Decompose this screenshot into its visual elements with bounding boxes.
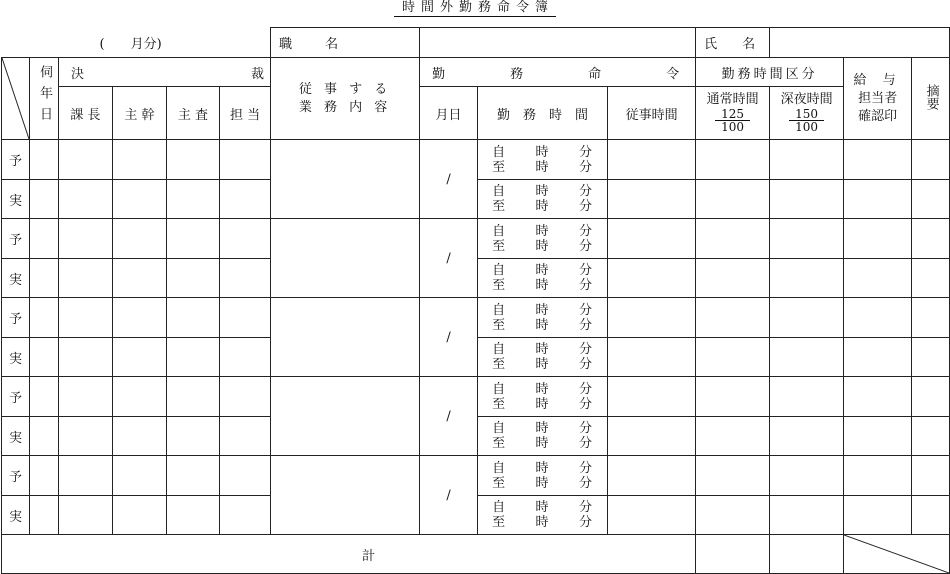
position-label: 職 名 [271,28,420,58]
kacho-stamp-cell[interactable] [59,377,113,417]
normal-time-cell[interactable] [696,456,770,496]
shusa-stamp-cell[interactable] [167,377,220,417]
shusa-stamp-cell[interactable] [167,140,220,180]
tanto-stamp-cell[interactable] [220,298,271,338]
night-time-cell[interactable] [770,140,844,180]
ukagai-cell[interactable] [30,180,59,219]
remarks-cell[interactable] [912,219,950,259]
night-time-cell[interactable] [770,259,844,298]
salary-check-cell[interactable] [844,259,912,298]
salary-check-cell[interactable] [844,377,912,417]
row-type-plan: 予 [2,456,30,496]
tanto-stamp-cell[interactable] [220,456,271,496]
actual-time-cell[interactable] [608,377,696,417]
remarks-cell[interactable] [912,338,950,377]
salary-check-header: 給 与 担当者 確認印 [844,58,912,140]
normal-time-cell[interactable] [696,338,770,377]
remarks-cell[interactable] [912,180,950,219]
tanto-stamp-cell[interactable] [220,338,271,377]
actual-time-cell[interactable] [608,496,696,535]
work-time-cell[interactable]: 自 時 分 至 時 分 [478,377,608,417]
entry-row-plan [2,219,950,259]
normal-time-cell[interactable] [696,259,770,298]
row-type-actual: 実 [2,338,30,377]
date-cell[interactable]: / [420,140,478,219]
actual-time-cell[interactable] [608,259,696,298]
salary-check-cell[interactable] [844,456,912,496]
tanto-stamp-cell[interactable] [220,259,271,298]
work-content-cell[interactable] [271,456,420,535]
total-row [2,535,950,574]
shusa-stamp-cell[interactable] [167,259,220,298]
kacho-stamp-cell[interactable] [59,338,113,377]
actual-time-cell[interactable] [608,219,696,259]
normal-time-cell[interactable] [696,377,770,417]
actual-time-cell[interactable] [608,338,696,377]
work-time-cell[interactable]: 自 時 分 至 時 分 [478,219,608,259]
kacho-stamp-cell[interactable] [59,417,113,456]
night-time-cell[interactable] [770,456,844,496]
row-type-plan: 予 [2,219,30,259]
work-content-cell[interactable] [271,219,420,298]
night-time-cell[interactable] [770,298,844,338]
normal-time-cell[interactable] [696,219,770,259]
shukan-stamp-cell[interactable] [113,140,167,180]
row-type-actual: 実 [2,259,30,298]
shusa-stamp-cell[interactable] [167,496,220,535]
shukan-stamp-cell[interactable] [113,259,167,298]
remarks-cell[interactable] [912,377,950,417]
work-time-cell[interactable]: 自 時 分 至 時 分 [478,456,608,496]
actual-time-cell[interactable] [608,298,696,338]
name-label: 氏 名 [696,28,770,58]
shukan-stamp-cell[interactable] [113,219,167,259]
shusa-stamp-cell[interactable] [167,338,220,377]
ukagai-cell[interactable] [30,377,59,417]
shusa-stamp-cell[interactable] [167,417,220,456]
shusa-stamp-cell[interactable] [167,219,220,259]
row-type-actual: 実 [2,180,30,219]
tanto-header: 担 当 [220,87,271,140]
actual-time-header: 従事時間 [608,87,696,140]
ukagai-cell[interactable] [30,140,59,180]
row-type-plan: 予 [2,140,30,180]
row-type-actual: 実 [2,496,30,535]
shukan-stamp-cell[interactable] [113,417,167,456]
date-cell[interactable]: / [420,219,478,298]
night-time-cell[interactable] [770,417,844,456]
night-time-cell[interactable] [770,377,844,417]
salary-check-cell[interactable] [844,338,912,377]
kacho-stamp-cell[interactable] [59,259,113,298]
entry-row-plan [2,140,950,180]
shukan-stamp-cell[interactable] [113,338,167,377]
work-time-header: 勤 務 時 間 [478,87,608,140]
work-order-header: 勤 務 命 令 [420,58,696,87]
normal-time-cell[interactable] [696,180,770,219]
kacho-header: 課 長 [59,87,113,140]
name-field[interactable] [770,28,950,58]
work-content-header: 従 事 す る 業 務 内 容 [271,58,420,140]
salary-check-cell[interactable] [844,180,912,219]
remarks-cell[interactable] [912,417,950,456]
date-header: 月日 [420,87,478,140]
ukagai-cell[interactable] [30,417,59,456]
actual-time-cell[interactable] [608,456,696,496]
actual-time-cell[interactable] [608,140,696,180]
work-time-cell[interactable]: 自 時 分 至 時 分 [478,298,608,338]
work-content-cell[interactable] [271,140,420,219]
shusa-stamp-cell[interactable] [167,180,220,219]
form-title: 時間外勤務命令簿 [0,0,950,16]
remarks-cell[interactable] [912,298,950,338]
work-content-cell[interactable] [271,377,420,456]
kacho-stamp-cell[interactable] [59,496,113,535]
shusa-stamp-cell[interactable] [167,456,220,496]
night-time-cell[interactable] [770,496,844,535]
row-type-actual: 実 [2,417,30,456]
ukagai-header: 伺年日 [30,58,59,140]
total-normal-cell[interactable] [696,535,770,574]
date-cell[interactable]: / [420,456,478,535]
salary-check-cell[interactable] [844,140,912,180]
tanto-stamp-cell[interactable] [220,417,271,456]
shukan-stamp-cell[interactable] [113,180,167,219]
night-time-header: 深夜時間 $\frac{150}{100}$ [770,87,844,140]
salary-check-cell[interactable] [844,298,912,338]
overtime-order-table [1,27,950,574]
shukan-stamp-cell[interactable] [113,496,167,535]
salary-check-cell[interactable] [844,417,912,456]
normal-time-cell[interactable] [696,298,770,338]
work-time-cell[interactable]: 自 時 分 至 時 分 [478,140,608,180]
position-field[interactable] [420,28,696,58]
total-diagonal [844,535,950,574]
salary-check-cell[interactable] [844,219,912,259]
work-time-cell[interactable]: 自 時 分 至 時 分 [478,417,608,456]
ukagai-cell[interactable] [30,219,59,259]
entry-row-plan [2,298,950,338]
tanto-stamp-cell[interactable] [220,377,271,417]
night-time-cell[interactable] [770,219,844,259]
normal-time-cell[interactable] [696,140,770,180]
kacho-stamp-cell[interactable] [59,298,113,338]
corner-diagonal [2,58,30,140]
remarks-header: 摘要 [912,58,950,140]
ukagai-cell[interactable] [30,496,59,535]
salary-check-cell[interactable] [844,496,912,535]
work-content-cell[interactable] [271,298,420,377]
ukagai-cell[interactable] [30,456,59,496]
normal-time-cell[interactable] [696,417,770,456]
normal-time-cell[interactable] [696,496,770,535]
remarks-cell[interactable] [912,456,950,496]
ukagai-cell[interactable] [30,338,59,377]
kacho-stamp-cell[interactable] [59,180,113,219]
row-type-plan: 予 [2,377,30,417]
normal-time-header: 通常時間 $\frac{125}{100}$ [696,87,770,140]
shusa-header: 主 査 [167,87,220,140]
row-type-plan: 予 [2,298,30,338]
work-time-cell[interactable]: 自 時 分 至 時 分 [478,338,608,377]
total-label: 計 [2,535,696,574]
tanto-stamp-cell[interactable] [220,496,271,535]
ukagai-cell[interactable] [30,298,59,338]
shusa-stamp-cell[interactable] [167,298,220,338]
night-time-cell[interactable] [770,180,844,219]
kacho-stamp-cell[interactable] [59,140,113,180]
shukan-stamp-cell[interactable] [113,377,167,417]
remarks-cell[interactable] [912,496,950,535]
shukan-header: 主 幹 [113,87,167,140]
kacho-stamp-cell[interactable] [59,456,113,496]
kacho-stamp-cell[interactable] [59,219,113,259]
shukan-stamp-cell[interactable] [113,298,167,338]
work-time-cell[interactable]: 自 時 分 至 時 分 [478,259,608,298]
tanto-stamp-cell[interactable] [220,180,271,219]
tanto-stamp-cell[interactable] [220,140,271,180]
tanto-stamp-cell[interactable] [220,219,271,259]
category-header: 勤務時間区分 [696,58,844,87]
actual-time-cell[interactable] [608,417,696,456]
actual-time-cell[interactable] [608,180,696,219]
date-cell[interactable]: / [420,377,478,456]
ukagai-cell[interactable] [30,259,59,298]
kessai-header: 決 裁 [59,58,271,87]
work-time-cell[interactable]: 自 時 分 至 時 分 [478,180,608,219]
shukan-stamp-cell[interactable] [113,456,167,496]
total-night-cell[interactable] [770,535,844,574]
month-label: ( 月分) [2,28,271,58]
date-cell[interactable]: / [420,298,478,377]
remarks-cell[interactable] [912,259,950,298]
night-time-cell[interactable] [770,338,844,377]
work-time-cell[interactable]: 自 時 分 至 時 分 [478,496,608,535]
entry-row-plan [2,377,950,417]
entry-row-plan [2,456,950,496]
remarks-cell[interactable] [912,140,950,180]
